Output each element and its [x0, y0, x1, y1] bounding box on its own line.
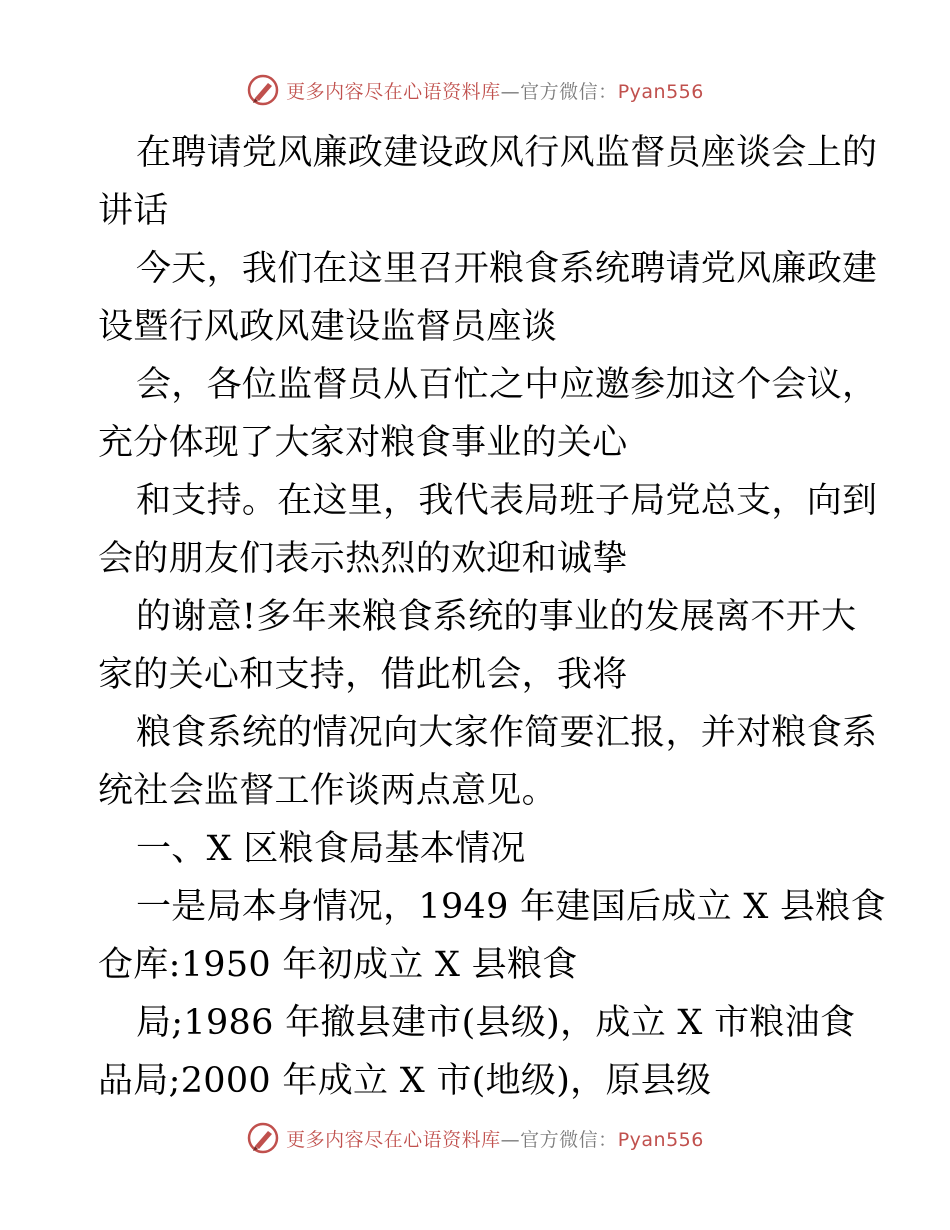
- text-line: 粮食系统的情况向大家作简要汇报，并对粮食系: [136, 713, 878, 753]
- banner-official-label: 官方微信：: [520, 1128, 618, 1151]
- footer-banner: [0, 1118, 950, 1158]
- text-line: 会，各位监督员从百忙之中应邀参加这个会议，: [136, 365, 878, 405]
- text-line: 的谢意!多年来粮食系统的事业的发展离不开大: [136, 597, 857, 637]
- text-line: 局;1986 年撤县建市(县级)，成立 X 市粮油食: [136, 1003, 856, 1043]
- text-line: 品局;2000 年成立 X 市(地级)，原县级: [98, 1061, 712, 1101]
- document-body: [98, 124, 886, 1110]
- banner-brand: 更多内容尽在心语资料库: [286, 1128, 501, 1151]
- text-line: 家的关心和支持，借此机会，我将: [98, 655, 628, 695]
- text-line: 讲话: [98, 191, 169, 231]
- text-line: 设暨行风政风建设监督员座谈: [98, 307, 557, 347]
- text-line: 一是局本身情况，1949 年建国后成立 X 县粮食: [136, 887, 886, 927]
- text-line: 会的朋友们表示热烈的欢迎和诚挚: [98, 539, 628, 579]
- footer-banner-text: [286, 1125, 704, 1152]
- banner-separator: —: [500, 1128, 521, 1151]
- section-heading: 一、X 区粮食局基本情况: [136, 829, 526, 869]
- banner-wechat-id: Pyan556: [617, 1128, 704, 1151]
- text-line: 仓库:1950 年初成立 X 县粮食: [98, 945, 578, 985]
- banner-wechat-id: Pyan556: [617, 80, 704, 103]
- banner-official-label: 官方微信：: [520, 80, 618, 103]
- text-line: 今天，我们在这里召开粮食系统聘请党风廉政建: [136, 249, 878, 289]
- text-line: 充分体现了大家对粮食事业的关心: [98, 423, 628, 463]
- text-line: 统社会监督工作谈两点意见。: [98, 771, 557, 811]
- text-line: 和支持。在这里，我代表局班子局党总支，向到: [136, 481, 878, 521]
- text-line: 在聘请党风廉政建设政风行风监督员座谈会上的: [136, 133, 878, 173]
- pen-logo-icon: [246, 1121, 280, 1155]
- banner-separator: —: [500, 80, 521, 103]
- header-banner-text: [286, 77, 704, 104]
- header-banner: [0, 70, 950, 110]
- pen-logo-icon: [246, 73, 280, 107]
- banner-brand: 更多内容尽在心语资料库: [286, 80, 501, 103]
